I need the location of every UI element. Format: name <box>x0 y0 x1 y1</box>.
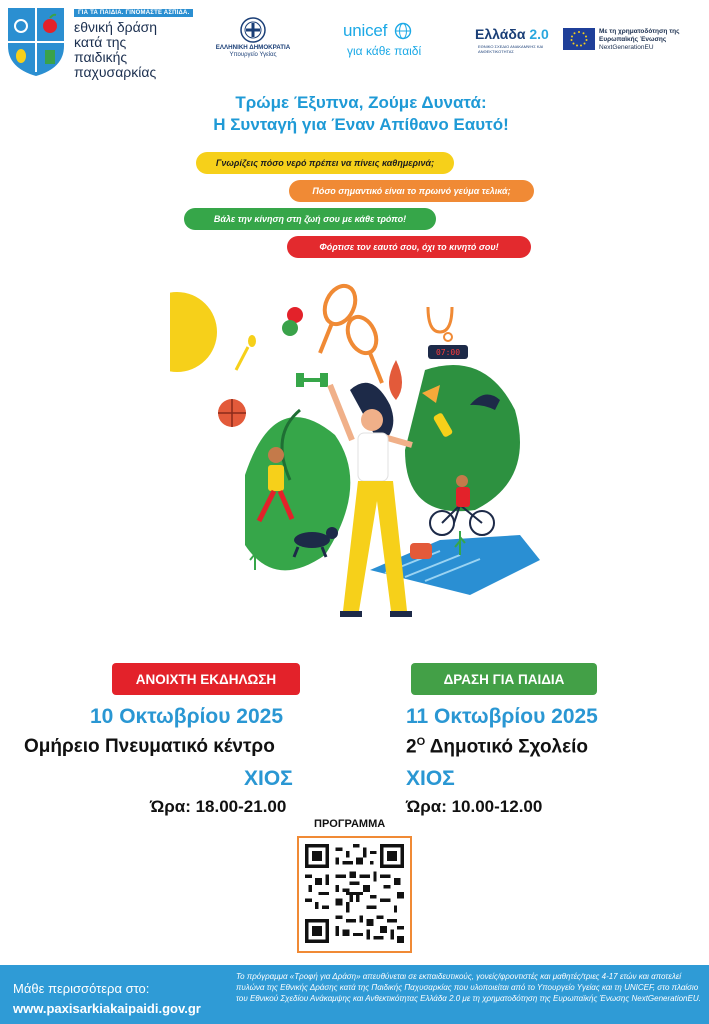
sun-illustration <box>170 292 217 372</box>
open-event-time: Ώρα: 18.00-21.00 <box>150 797 287 816</box>
poster-title-line-2: Η Συνταγή για Έναν Απίθανο Εαυτό! <box>213 115 509 134</box>
open-event-venue: Ομήρειο Πνευματικό κέντρο <box>24 736 275 757</box>
dumbbell-illustration <box>296 373 328 387</box>
speech-bubble-exercise: Βάλε την κίνηση στη ζωή σου με κάθε τρόπο! <box>184 208 436 230</box>
national-action-line: κατά της <box>74 34 127 50</box>
kids-action-city: ΧΙΟΣ <box>406 767 455 790</box>
greece-2-0-subtitle: ΕΘΝΙΚΟ ΣΧΕΔΙΟ ΑΝΑΚΑΜΨΗΣ ΚΑΙ ΑΝΘΕΚΤΙΚΟΤΗΤΑΣ <box>478 44 544 54</box>
national-action-line: εθνική δράση <box>74 19 158 35</box>
eu-flag-icon <box>563 28 595 50</box>
national-action-name <box>74 20 194 80</box>
eu-program-text: NextGenerationEU <box>599 44 654 51</box>
national-action-shield-logo <box>6 6 66 78</box>
header <box>0 0 709 84</box>
unicef-globe-icon <box>394 22 412 40</box>
kids-action-venue <box>406 736 588 758</box>
eu-funding-text: Με τη χρηματοδότηση της Ευρωπαϊκής Ένωσης <box>599 28 680 43</box>
ministry-line-2: Υπουργείο Υγείας <box>229 52 277 58</box>
healthy-lifestyle-illustration <box>170 265 602 650</box>
ministry-line-1: ΕΛΛΗΝΙΚΗ ΔΗΜΟΚΡΑΤΙΑ <box>215 44 291 51</box>
hellenic-republic-emblem <box>239 16 267 44</box>
speech-bubble-charge: Φόρτισε τον εαυτό σου, όχι το κινητό σου! <box>287 236 531 258</box>
kids-action-date: 11 Οκτωβρίου 2025 <box>406 705 598 728</box>
website-link[interactable]: www.paxisarkiakaipaidi.gov.gr <box>13 1001 201 1016</box>
national-action-line: παιδικής <box>74 49 128 65</box>
learn-more-text: Μάθε περισσότερα στο: <box>13 981 150 996</box>
venue-number: 2 <box>406 736 417 758</box>
national-action-tagline: ΓΙΑ ΤΑ ΠΑΙΔΙΑ. ΓΙΝΟΜΑΣΤΕ ΑΣΠΙΔΑ. <box>74 9 193 17</box>
program-qr-code[interactable] <box>305 844 404 943</box>
national-action-line: παχυσαρκίας <box>74 64 157 80</box>
open-event-city: ΧΙΟΣ <box>244 767 293 790</box>
greece-2-0-logo <box>475 26 549 42</box>
unicef-logo-text: unicef <box>343 21 388 40</box>
speech-bubble-breakfast: Πόσο σημαντικό είναι το πρωινό γεύμα τελικά; <box>289 180 534 202</box>
open-event-date: 10 Οκτωβρίου 2025 <box>90 705 284 728</box>
speech-bubble-water: Γνωρίζεις πόσο νερό πρέπει να πίνεις καθημερινά; <box>196 152 454 174</box>
program-label: ΠΡΟΓΡΑΜΜΑ <box>314 818 386 830</box>
poster-title <box>171 92 551 136</box>
venue-name: Δημοτικό Σχολείο <box>425 736 589 758</box>
poster-title-line-1: Τρώμε Έξυπνα, Ζούμε Δυνατά: <box>235 93 487 112</box>
greece-2-0-version: 2.0 <box>529 26 549 42</box>
venue-ordinal: Ο <box>416 736 426 748</box>
greece-2-0-name: Ελλάδα <box>475 26 530 42</box>
open-event-badge: ΑΝΟΙΧΤΗ ΕΚΔΗΛΩΣΗ <box>112 663 300 695</box>
kids-action-time: Ώρα: 10.00-12.00 <box>406 797 543 816</box>
watch-time-label: 07:00 <box>435 348 461 357</box>
tennis-racket-illustration <box>319 281 382 383</box>
unicef-tagline: για κάθε παιδί <box>347 44 422 58</box>
kids-action-badge: ΔΡΑΣΗ ΓΙΑ ΠΑΙΔΙΑ <box>411 663 597 695</box>
program-disclaimer: Το πρόγραμμα «Τροφή για Δράση» απευθύνεται σε εκπαιδευτικούς, γονείς/φροντιστές και μαθητές/τριες 4-17 ετών και αποτελεί πυλώνα της Εθνικής Δράσης κατά της Παιδικής Παχυσαρκίας που υλοποιείται από το Υπουργείο Υγείας και τη UNICEF, στο πλαίσιο του Εθνικού Σχεδίου Ανάκαμψης και Ανθεκτικότητας Ελλάδα 2.0 με τη χρηματοδότηση της Ευρωπαϊκής Ένωσης NextGenerationEU. <box>236 972 701 1003</box>
